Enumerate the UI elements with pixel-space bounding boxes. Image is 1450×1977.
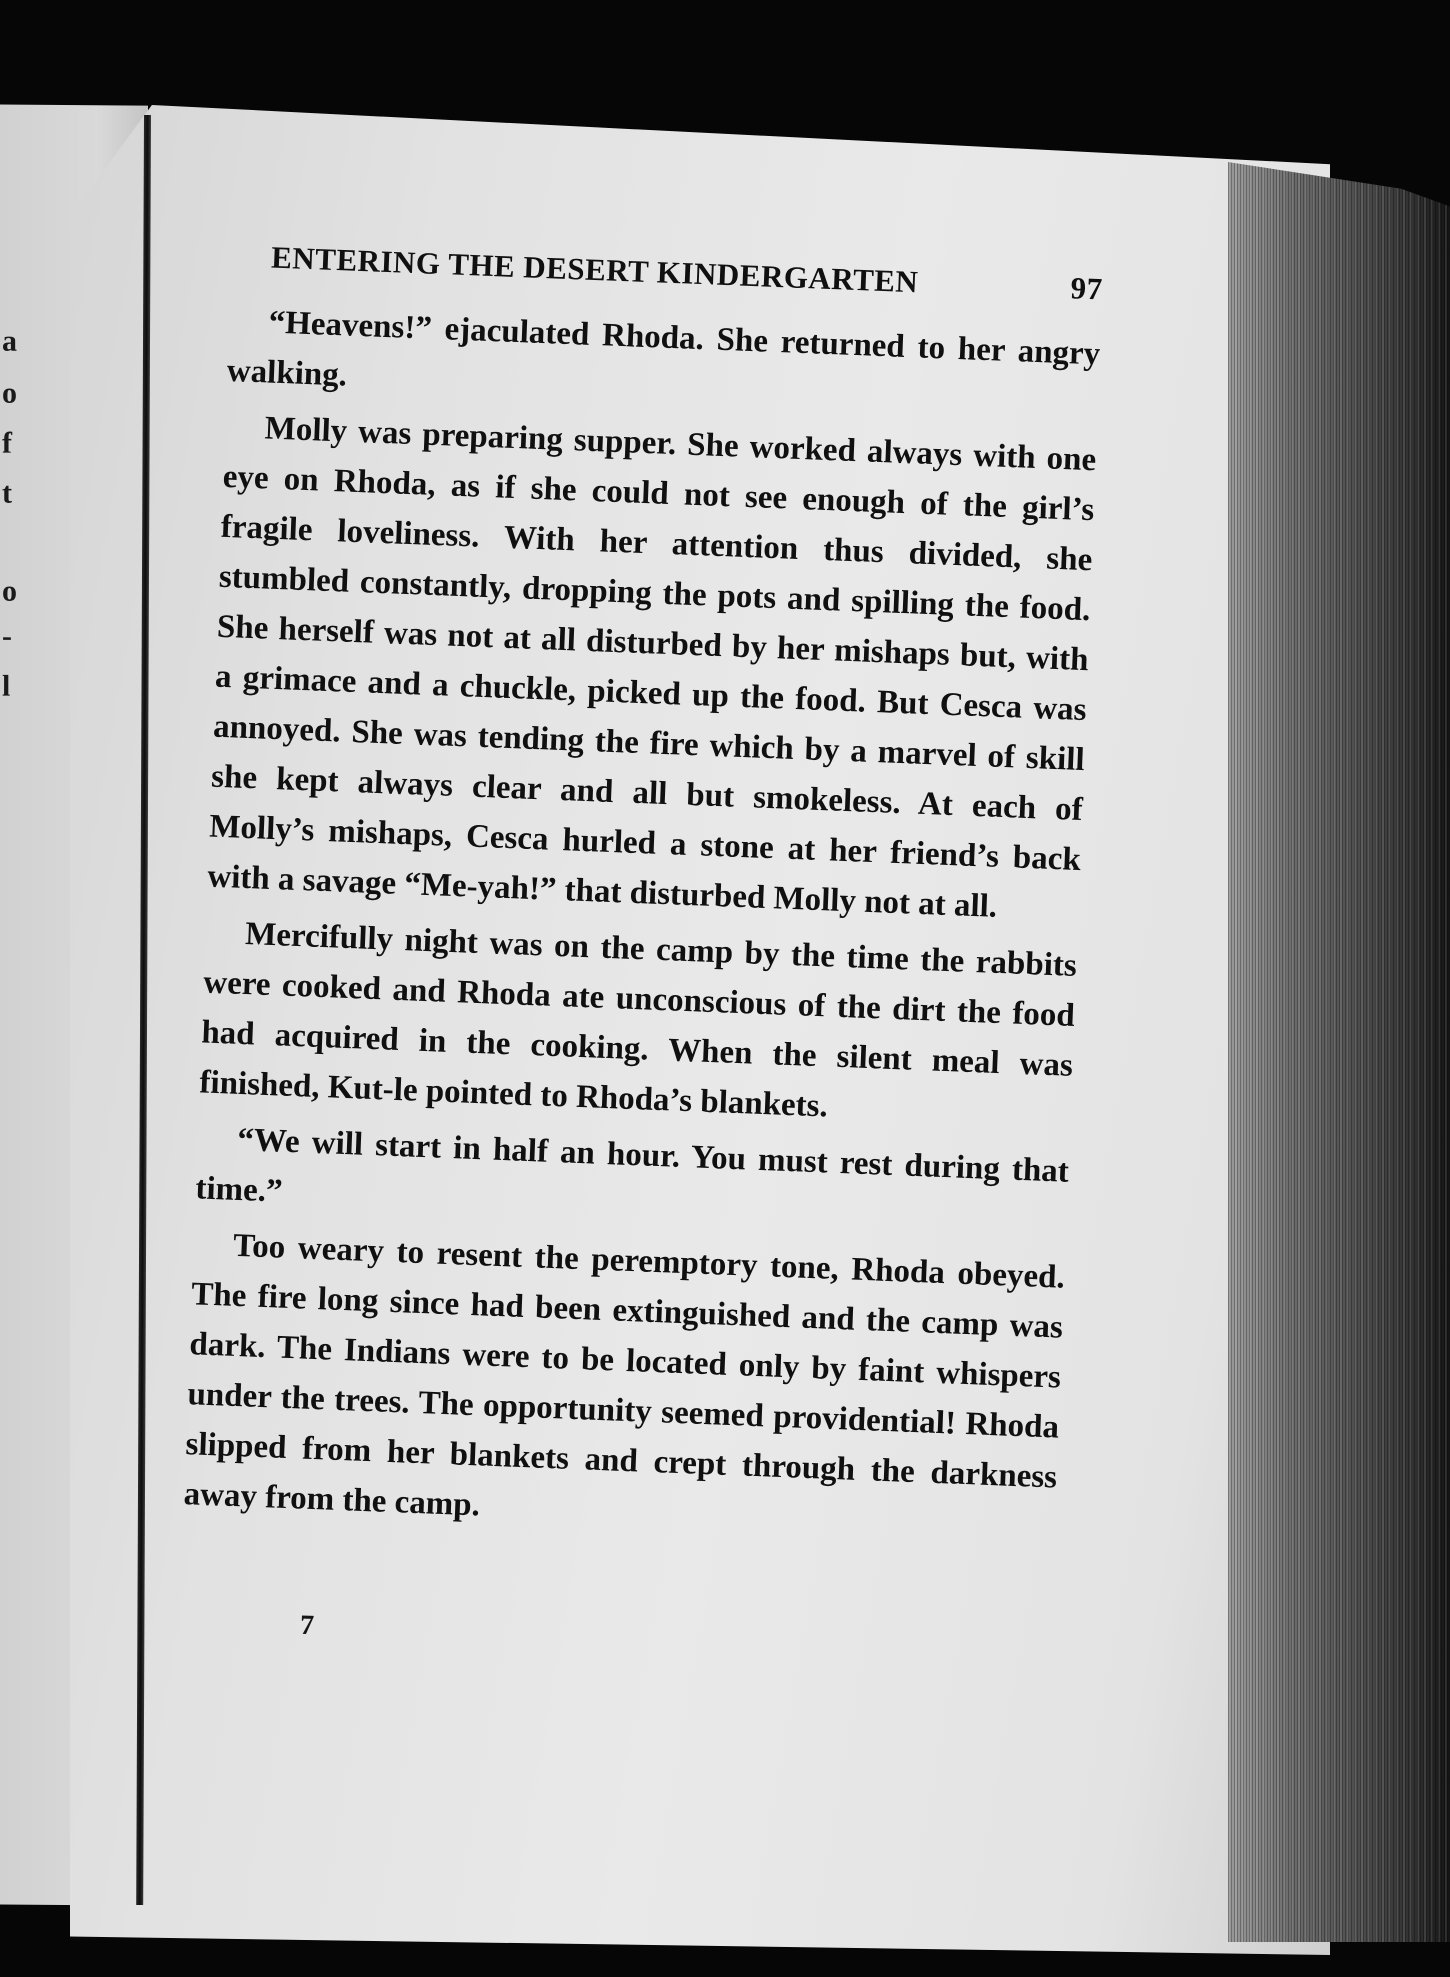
running-head-title: ENTERING THE DESERT KINDERGARTEN: [270, 239, 919, 300]
page-number: 97: [1070, 270, 1104, 307]
page-text-block: [183, 238, 1104, 1559]
left-page-fragment: l: [2, 669, 11, 703]
left-page-fragment: t: [2, 476, 12, 510]
left-page-fragment: -: [2, 619, 12, 653]
signature-mark: 7: [299, 1609, 315, 1642]
left-page-fragment: f: [2, 426, 12, 460]
paragraph: Mercifully night was on the camp by the time the rabbits were cooked and Rhoda ate unconscious of the dirt the food had acquired in the cooking. When the silent meal was finished, Kut-le pointed to Rhoda’s blankets.: [198, 916, 1078, 1125]
page-edges: [1228, 162, 1450, 1942]
paragraph: Too weary to resent the peremptory tone, Rhoda obeyed. The fire long since had been extinguished and the camp was dark. The Indians were to be located only by faint whispers under the trees. The opportunity seemed providential! Rhoda slipped from her blankets and crept through the darkness away from the camp.: [183, 1227, 1066, 1524]
paragraph: “Heavens!” ejaculated Rhoda. She returned to her angry walking.: [226, 304, 1101, 394]
left-page-fragment: a: [2, 324, 17, 358]
paragraph: “We will start in half an hour. You must rest during that time.”: [194, 1121, 1070, 1210]
left-page-fragment: o: [2, 376, 17, 410]
left-page-fragment: o: [2, 574, 17, 608]
paragraph: Molly was preparing supper. She worked always with one eye on Rhoda, as if she could not see enough of the girl’s fragile loveliness. With her attention thus divided, she stumbled constantly, dropping the pots and spilling the food. She herself was not at all disturbed by her mishaps but, with a grimace and a chuckle, picked up the food. But Cesca was annoyed. She was tending the fire which by a marvel of skill she kept always clear and all but smokeless. At each of Molly’s mishaps, Cesca hurled a stone at her friend’s back with a savage “Me-yah!” that disturbed Molly not at all.: [206, 410, 1097, 925]
